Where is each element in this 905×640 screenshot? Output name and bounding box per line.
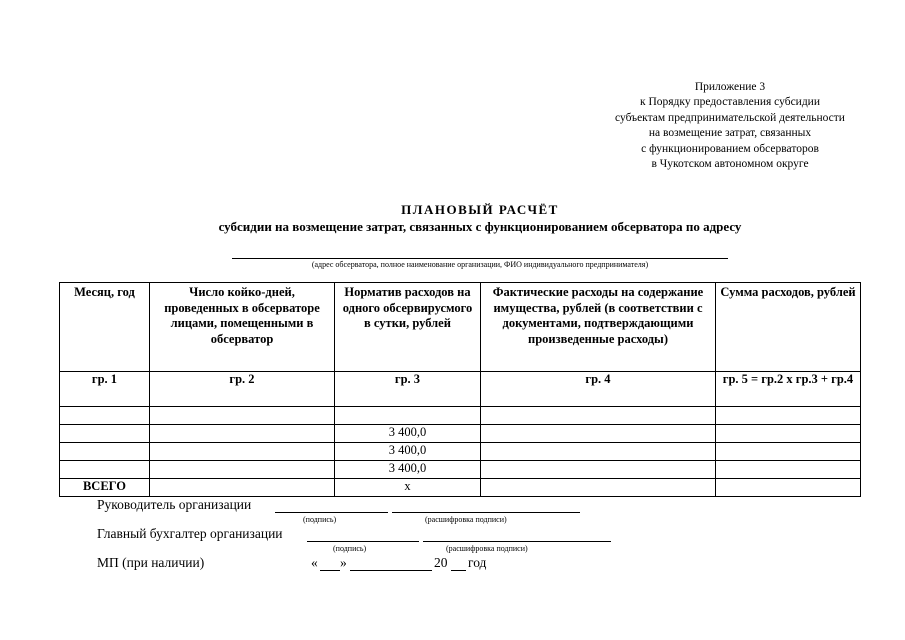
header-month-year: Месяц, год [60, 283, 150, 372]
table-cell[interactable] [716, 479, 861, 497]
document-title: ПЛАНОВЫЙ РАСЧЁТ [401, 202, 559, 217]
date-month-line[interactable] [350, 570, 432, 571]
col-number: гр. 1 [60, 372, 150, 407]
table-cell[interactable] [716, 443, 861, 461]
table-cell[interactable] [150, 443, 335, 461]
col-number: гр. 5 = гр.2 х гр.3 + гр.4 [716, 372, 861, 407]
table-cell[interactable] [716, 425, 861, 443]
address-caption: (адрес обсерватора, полное наименование организации, ФИО индивидуального предпринимателя) [311, 260, 649, 269]
col-number: гр. 4 [481, 372, 716, 407]
table-row [60, 425, 861, 443]
table-cell[interactable] [481, 407, 716, 425]
table-cell[interactable] [60, 425, 150, 443]
table-cell[interactable] [481, 461, 716, 479]
appendix-block [585, 80, 875, 172]
date-year-line[interactable] [451, 570, 466, 571]
table-cell[interactable] [335, 407, 481, 425]
table-cell[interactable] [150, 407, 335, 425]
date-day-line[interactable] [320, 570, 340, 571]
document-subtitle: субсидии на возмещение затрат, связанных с функционированием обсерватора по адресу [218, 219, 742, 234]
appendix-line: субъектам предпринимательской деятельности [615, 111, 845, 124]
table-cell[interactable]: 3 400,0 [335, 425, 481, 443]
table-row [60, 443, 861, 461]
accountant-signature-line[interactable] [307, 541, 419, 542]
table-cell: х [335, 479, 481, 497]
table-cell[interactable] [150, 461, 335, 479]
table-cell[interactable] [481, 443, 716, 461]
header-actual-expenses: Фактические расходы на содержание имущества, рублей (в соответствии с документами, подтверждающими произведенные расходы) [481, 283, 716, 372]
stamp-label: МП (при наличии) [97, 555, 205, 570]
table-cell[interactable] [60, 461, 150, 479]
table-cell[interactable] [481, 425, 716, 443]
header-expense-norm: Норматив расходов на одного обсервирусмого в сутки, рублей [335, 283, 481, 372]
appendix-line: к Порядку предоставления субсидии [640, 96, 820, 109]
table-cell[interactable]: 3 400,0 [335, 443, 481, 461]
date-close-quote: » [340, 555, 347, 570]
table-cell[interactable] [150, 425, 335, 443]
head-signature-label: Руководитель организации [97, 497, 252, 512]
subsidy-calculation-table [59, 282, 861, 497]
total-label: ВСЕГО [60, 479, 150, 497]
table-cell[interactable] [716, 407, 861, 425]
head-decode-line[interactable] [392, 512, 580, 513]
year-prefix: 20 [434, 555, 448, 570]
appendix-line: с функционированием обсерваторов [641, 142, 819, 155]
col-number: гр. 2 [150, 372, 335, 407]
head-signature-line[interactable] [275, 512, 388, 513]
address-fill-line[interactable] [232, 258, 728, 259]
table-cell[interactable] [481, 479, 716, 497]
table-cell[interactable] [60, 407, 150, 425]
appendix-line: в Чукотском автономном округе [651, 158, 809, 171]
accountant-signature-label: Главный бухгалтер организации [97, 526, 283, 541]
table-cell[interactable] [60, 443, 150, 461]
sign-caption: (подпись) [303, 515, 337, 524]
table-row [60, 461, 861, 479]
table-cell[interactable]: 3 400,0 [335, 461, 481, 479]
table-cell[interactable] [716, 461, 861, 479]
accountant-decode-line[interactable] [423, 541, 611, 542]
appendix-line: на возмещение затрат, связанных [648, 127, 812, 140]
date-open-quote: « [311, 555, 318, 570]
sign-caption: (подпись) [333, 544, 367, 553]
decode-caption: (расшифровка подписи) [425, 515, 507, 524]
table-cell[interactable] [150, 479, 335, 497]
col-number: гр. 3 [335, 372, 481, 407]
column-numbers-row [60, 372, 861, 407]
header-total-expenses: Сумма расходов, рублей [716, 283, 861, 372]
year-suffix: год [468, 555, 487, 570]
decode-caption: (расшифровка подписи) [446, 544, 528, 553]
appendix-line: Приложение 3 [694, 81, 766, 93]
table-row [60, 407, 861, 425]
header-bed-days: Число койко-дней, проведенных в обсерваторе лицами, помещенными в обсерватор [150, 283, 335, 372]
total-row [60, 479, 861, 497]
